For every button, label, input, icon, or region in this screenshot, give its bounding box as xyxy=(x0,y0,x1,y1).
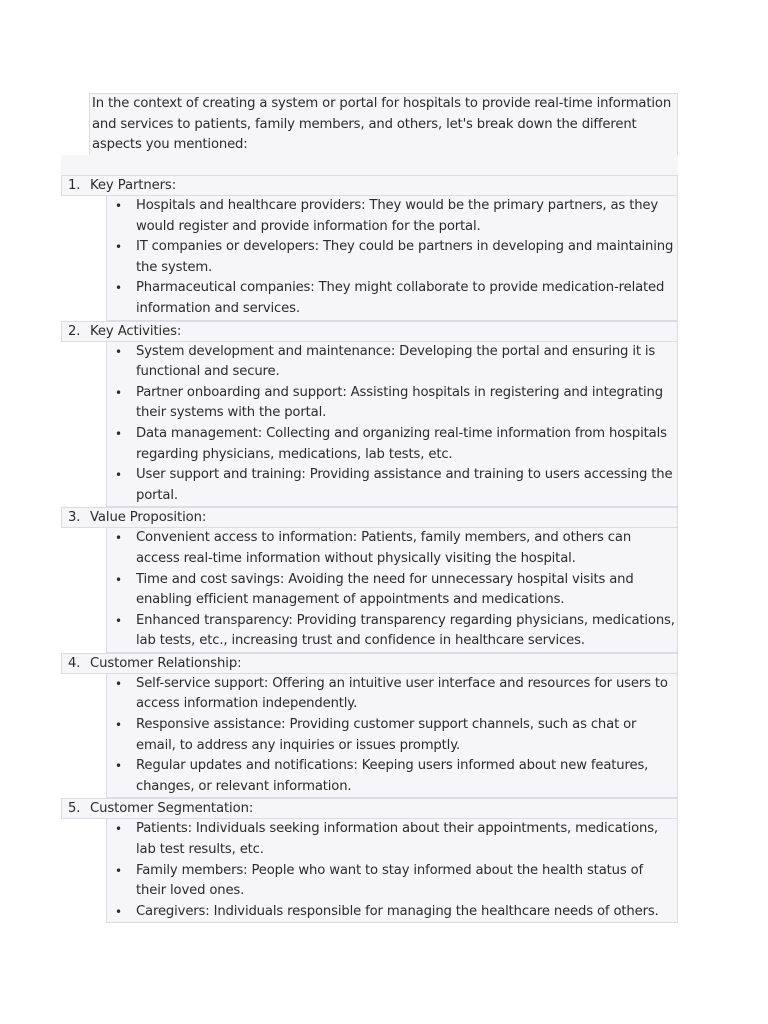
list-item-text: Responsive assistance: Providing customer support channels, such as chat or email, to address any inquiries or issues promptly. xyxy=(136,717,637,753)
list-item xyxy=(107,196,677,237)
list-item-text: IT companies or developers: They could be partners in developing and maintaining the system. xyxy=(136,239,674,275)
list-item-text: Caregivers: Individuals responsible for managing the healthcare needs of others. xyxy=(136,903,659,919)
bullet-icon: • xyxy=(115,531,122,546)
list-item xyxy=(107,528,677,569)
bullet-icon: • xyxy=(115,904,122,919)
bullet-icon: • xyxy=(115,863,122,878)
bullet-icon: • xyxy=(115,613,122,628)
section-list xyxy=(61,175,678,923)
list-item xyxy=(107,383,677,424)
list-item xyxy=(107,861,677,902)
list-item-text: Self-service support: Offering an intuitive user interface and resources for users to access information independently. xyxy=(136,675,668,712)
bullet-list xyxy=(106,819,678,923)
bullet-icon: • xyxy=(115,281,122,296)
list-item xyxy=(107,756,677,797)
section-title: Customer Segmentation: xyxy=(90,801,254,817)
section-heading xyxy=(61,507,678,528)
list-item-text: Time and cost savings: Avoiding the need for unnecessary hospital visits and enabling efficient management of appointments and medications. xyxy=(136,571,634,608)
list-item-text: Enhanced transparency: Providing transparency regarding physicians, medications, lab tests, etc., increasing trust and confidence in healthcare services. xyxy=(136,612,675,649)
list-item xyxy=(107,819,677,860)
spacer-row xyxy=(61,155,678,175)
bullet-list xyxy=(106,674,678,799)
list-item xyxy=(107,237,677,278)
list-item-text: User support and training: Providing assistance and training to users accessing the portal. xyxy=(136,467,673,503)
bullet-icon: • xyxy=(115,240,122,255)
section-title: Customer Relationship: xyxy=(90,655,242,671)
list-item xyxy=(107,570,677,611)
bullet-icon: • xyxy=(115,759,122,774)
list-item xyxy=(107,674,677,715)
bullet-icon: • xyxy=(115,385,122,400)
section-title: Value Proposition: xyxy=(90,510,207,526)
bullet-list xyxy=(106,342,678,508)
bullet-icon: • xyxy=(115,426,122,441)
list-item-text: System development and maintenance: Developing the portal and ensuring it is functional and secure. xyxy=(136,343,656,380)
list-item xyxy=(107,902,677,923)
list-item-text: Convenient access to information: Patients, family members, and others can access real-time information without physically visiting the hospital. xyxy=(136,530,632,566)
section-heading xyxy=(61,653,678,674)
list-item-text: Family members: People who want to stay informed about the health status of their loved ones. xyxy=(136,862,644,899)
list-item xyxy=(107,715,677,756)
section-number: 1. xyxy=(68,178,81,193)
list-item xyxy=(107,342,677,383)
list-item-text: Data management: Collecting and organizing real-time information from hospitals regarding physicians, medications, lab tests, etc. xyxy=(136,425,667,462)
list-item xyxy=(107,611,677,652)
section-number: 5. xyxy=(68,801,81,817)
intro-paragraph: In the context of creating a system or portal for hospitals to provide real-time information and services to patients, family members, and others, let's break down the different aspects you mentioned: xyxy=(89,93,678,157)
bullet-icon: • xyxy=(115,572,122,587)
list-item xyxy=(107,424,677,465)
list-item xyxy=(107,465,677,506)
list-item-text: Hospitals and healthcare providers: They would be the primary partners, as they would register and provide information for the portal. xyxy=(136,198,659,234)
bullet-icon: • xyxy=(115,718,122,733)
section-number: 3. xyxy=(68,510,81,526)
section-title: Key Partners: xyxy=(90,178,177,193)
list-item-text: Pharmaceutical companies: They might collaborate to provide medication-related information and services. xyxy=(136,280,665,316)
bullet-icon: • xyxy=(115,822,122,837)
bullet-icon: • xyxy=(115,468,122,483)
section-number: 4. xyxy=(68,655,81,671)
list-item-text: Patients: Individuals seeking information about their appointments, medications, lab test results, etc. xyxy=(136,821,658,858)
bullet-icon: • xyxy=(115,676,122,691)
bullet-icon: • xyxy=(115,344,122,359)
bullet-list xyxy=(106,528,678,653)
list-item-text: Regular updates and notifications: Keeping users informed about new features, changes, or relevant information. xyxy=(136,758,649,794)
section-title: Key Activities: xyxy=(90,323,182,339)
list-item xyxy=(107,278,677,319)
section-number: 2. xyxy=(68,323,81,339)
section-heading xyxy=(61,798,678,819)
section-heading xyxy=(61,321,678,342)
list-item-text: Partner onboarding and support: Assisting hospitals in registering and integrating their systems with the portal. xyxy=(136,384,663,421)
bullet-list xyxy=(106,196,678,321)
section-heading xyxy=(61,175,678,196)
bullet-icon: • xyxy=(115,199,122,213)
